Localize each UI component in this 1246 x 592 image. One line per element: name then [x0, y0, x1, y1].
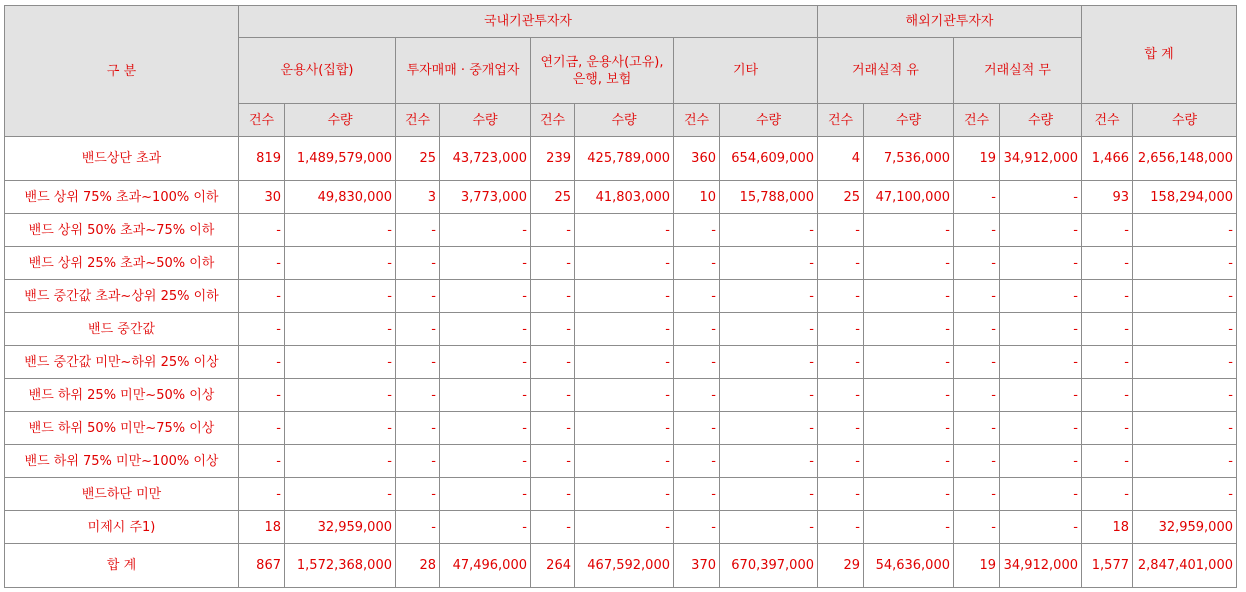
quantity-cell: - [1000, 412, 1082, 445]
table-row [5, 511, 1237, 544]
quantity-cell: - [440, 511, 531, 544]
quantity-cell: 47,100,000 [864, 181, 954, 214]
table-row [5, 379, 1237, 412]
header-count: 건수 [954, 104, 1000, 137]
quantity-cell: - [1133, 313, 1237, 346]
table-row [5, 313, 1237, 346]
count-cell: - [674, 478, 720, 511]
quantity-cell: - [864, 214, 954, 247]
count-cell: - [396, 478, 440, 511]
quantity-cell: 54,636,000 [864, 544, 954, 588]
quantity-cell: - [864, 478, 954, 511]
count-cell: - [239, 313, 285, 346]
quantity-cell: - [285, 346, 396, 379]
count-cell: 18 [1082, 511, 1133, 544]
quantity-cell: - [864, 247, 954, 280]
count-cell: - [396, 280, 440, 313]
count-cell: - [954, 478, 1000, 511]
count-cell: 28 [396, 544, 440, 588]
count-cell: - [239, 280, 285, 313]
count-cell: - [396, 214, 440, 247]
count-cell: - [674, 346, 720, 379]
quantity-cell: - [575, 412, 674, 445]
count-cell: - [396, 346, 440, 379]
quantity-cell: 43,723,000 [440, 137, 531, 181]
row-label: 밴드 하위 75% 미만~100% 이상 [5, 445, 239, 478]
quantity-cell: - [864, 445, 954, 478]
quantity-cell: - [575, 478, 674, 511]
quantity-cell: 49,830,000 [285, 181, 396, 214]
quantity-cell: - [1133, 478, 1237, 511]
count-cell: 93 [1082, 181, 1133, 214]
count-cell: - [954, 214, 1000, 247]
quantity-cell: - [575, 511, 674, 544]
quantity-cell: - [864, 280, 954, 313]
quantity-cell: - [285, 313, 396, 346]
header-count: 건수 [674, 104, 720, 137]
quantity-cell: - [440, 379, 531, 412]
count-cell: - [954, 346, 1000, 379]
count-cell: 19 [954, 137, 1000, 181]
count-cell: - [818, 445, 864, 478]
quantity-cell: - [1000, 214, 1082, 247]
quantity-cell: - [864, 346, 954, 379]
count-cell: - [531, 412, 575, 445]
count-cell: - [954, 247, 1000, 280]
row-label: 밴드하단 미만 [5, 478, 239, 511]
header-count: 건수 [531, 104, 575, 137]
count-cell: 264 [531, 544, 575, 588]
count-cell: - [954, 511, 1000, 544]
count-cell: - [1082, 346, 1133, 379]
quantity-cell: - [440, 214, 531, 247]
quantity-cell: - [285, 280, 396, 313]
quantity-cell: 7,536,000 [864, 137, 954, 181]
header-count: 건수 [396, 104, 440, 137]
count-cell: - [1082, 379, 1133, 412]
quantity-cell: - [720, 478, 818, 511]
quantity-cell: - [864, 379, 954, 412]
quantity-cell: - [440, 313, 531, 346]
count-cell: - [239, 346, 285, 379]
count-cell: - [818, 346, 864, 379]
count-cell: - [531, 478, 575, 511]
quantity-cell: - [720, 280, 818, 313]
count-cell: 867 [239, 544, 285, 588]
row-label: 밴드 상위 50% 초과~75% 이하 [5, 214, 239, 247]
quantity-cell: 425,789,000 [575, 137, 674, 181]
quantity-cell: - [575, 214, 674, 247]
quantity-cell: - [575, 313, 674, 346]
header-quantity: 수량 [864, 104, 954, 137]
row-label: 밴드 상위 75% 초과~100% 이하 [5, 181, 239, 214]
count-cell: - [818, 478, 864, 511]
count-cell: - [674, 313, 720, 346]
count-cell: - [1082, 445, 1133, 478]
count-cell: - [239, 214, 285, 247]
quantity-cell: - [720, 379, 818, 412]
quantity-cell: - [440, 412, 531, 445]
count-cell: - [396, 445, 440, 478]
header-count: 건수 [239, 104, 285, 137]
count-cell: - [531, 379, 575, 412]
quantity-cell: - [1133, 445, 1237, 478]
quantity-cell: - [440, 247, 531, 280]
count-cell: - [674, 214, 720, 247]
quantity-cell: - [1000, 445, 1082, 478]
quantity-cell: - [720, 247, 818, 280]
count-cell: - [818, 313, 864, 346]
count-cell: - [239, 445, 285, 478]
table-row [5, 247, 1237, 280]
count-cell: 819 [239, 137, 285, 181]
quantity-cell: - [1000, 379, 1082, 412]
quantity-cell: 158,294,000 [1133, 181, 1237, 214]
count-cell: 360 [674, 137, 720, 181]
row-label: 밴드 중간값 미만~하위 25% 이상 [5, 346, 239, 379]
count-cell: 4 [818, 137, 864, 181]
count-cell: - [1082, 478, 1133, 511]
count-cell: - [1082, 247, 1133, 280]
count-cell: 25 [531, 181, 575, 214]
quantity-cell: - [1000, 478, 1082, 511]
table-row [5, 544, 1237, 588]
quantity-cell: 2,847,401,000 [1133, 544, 1237, 588]
count-cell: 30 [239, 181, 285, 214]
quantity-cell: - [1133, 379, 1237, 412]
row-label: 밴드 하위 25% 미만~50% 이상 [5, 379, 239, 412]
count-cell: - [674, 412, 720, 445]
count-cell: - [531, 511, 575, 544]
count-cell: - [531, 280, 575, 313]
quantity-cell: - [1000, 313, 1082, 346]
count-cell: 3 [396, 181, 440, 214]
quantity-cell: - [720, 511, 818, 544]
quantity-cell: - [285, 214, 396, 247]
count-cell: - [239, 379, 285, 412]
header-quantity: 수량 [285, 104, 396, 137]
count-cell: - [674, 379, 720, 412]
quantity-cell: - [1000, 511, 1082, 544]
header-count: 건수 [1082, 104, 1133, 137]
table-row [5, 181, 1237, 214]
count-cell: 29 [818, 544, 864, 588]
quantity-cell: - [720, 313, 818, 346]
quantity-cell: - [575, 346, 674, 379]
quantity-cell: 1,489,579,000 [285, 137, 396, 181]
count-cell: - [674, 280, 720, 313]
quantity-cell: - [440, 478, 531, 511]
table-row [5, 412, 1237, 445]
count-cell: - [954, 445, 1000, 478]
table-body [5, 137, 1237, 588]
header-foreign: 해외기관투자자 [818, 6, 1082, 38]
quantity-cell: - [285, 412, 396, 445]
row-label: 밴드상단 초과 [5, 137, 239, 181]
quantity-cell: - [1000, 247, 1082, 280]
quantity-cell: 34,912,000 [1000, 544, 1082, 588]
count-cell: 370 [674, 544, 720, 588]
header-domestic: 국내기관투자자 [239, 6, 818, 38]
count-cell: - [1082, 412, 1133, 445]
count-cell: - [818, 379, 864, 412]
demand-forecast-table [4, 5, 1237, 588]
quantity-cell: - [1000, 181, 1082, 214]
quantity-cell: - [864, 412, 954, 445]
quantity-cell: - [864, 511, 954, 544]
quantity-cell: 34,912,000 [1000, 137, 1082, 181]
table-row [5, 137, 1237, 181]
count-cell: 10 [674, 181, 720, 214]
quantity-cell: - [1133, 247, 1237, 280]
table-row [5, 478, 1237, 511]
quantity-cell: - [720, 445, 818, 478]
row-label: 밴드 중간값 초과~상위 25% 이하 [5, 280, 239, 313]
count-cell: - [396, 313, 440, 346]
header-sub-broker: 투자매매 · 중개업자 [396, 38, 531, 104]
count-cell: 1,466 [1082, 137, 1133, 181]
header-sub-without-record: 거래실적 무 [954, 38, 1082, 104]
count-cell: - [954, 313, 1000, 346]
count-cell: - [954, 379, 1000, 412]
quantity-cell: - [440, 280, 531, 313]
quantity-cell: - [575, 280, 674, 313]
count-cell: - [531, 247, 575, 280]
count-cell: - [818, 214, 864, 247]
count-cell: 18 [239, 511, 285, 544]
quantity-cell: 15,788,000 [720, 181, 818, 214]
quantity-cell: 654,609,000 [720, 137, 818, 181]
count-cell: - [239, 247, 285, 280]
count-cell: - [1082, 280, 1133, 313]
count-cell: - [396, 511, 440, 544]
header-quantity: 수량 [1000, 104, 1082, 137]
count-cell: 1,577 [1082, 544, 1133, 588]
row-label: 밴드 상위 25% 초과~50% 이하 [5, 247, 239, 280]
count-cell: - [818, 280, 864, 313]
count-cell: - [674, 445, 720, 478]
table-row [5, 280, 1237, 313]
count-cell: - [531, 346, 575, 379]
quantity-cell: - [575, 247, 674, 280]
quantity-cell: 32,959,000 [1133, 511, 1237, 544]
quantity-cell: - [1000, 280, 1082, 313]
quantity-cell: 47,496,000 [440, 544, 531, 588]
count-cell: - [531, 445, 575, 478]
quantity-cell: 670,397,000 [720, 544, 818, 588]
count-cell: - [396, 247, 440, 280]
quantity-cell: 467,592,000 [575, 544, 674, 588]
table-row [5, 445, 1237, 478]
header-count: 건수 [818, 104, 864, 137]
count-cell: - [531, 214, 575, 247]
header-sub-with-record: 거래실적 유 [818, 38, 954, 104]
count-cell: - [818, 511, 864, 544]
quantity-cell: - [1133, 346, 1237, 379]
count-cell: - [954, 181, 1000, 214]
quantity-cell: 3,773,000 [440, 181, 531, 214]
row-label: 미제시 주1) [5, 511, 239, 544]
count-cell: - [954, 280, 1000, 313]
header-quantity: 수량 [440, 104, 531, 137]
quantity-cell: - [1133, 280, 1237, 313]
row-label: 합 계 [5, 544, 239, 588]
header-sub-other: 기타 [674, 38, 818, 104]
header-sub-asset-manager: 운용사(집합) [239, 38, 396, 104]
count-cell: - [1082, 214, 1133, 247]
header-quantity: 수량 [1133, 104, 1237, 137]
quantity-cell: 1,572,368,000 [285, 544, 396, 588]
count-cell: - [531, 313, 575, 346]
count-cell: 25 [818, 181, 864, 214]
count-cell: - [396, 379, 440, 412]
quantity-cell: - [285, 445, 396, 478]
quantity-cell: - [285, 478, 396, 511]
quantity-cell: 32,959,000 [285, 511, 396, 544]
count-cell: - [1082, 313, 1133, 346]
quantity-cell: - [1133, 412, 1237, 445]
quantity-cell: - [575, 445, 674, 478]
header-total: 합 계 [1082, 6, 1237, 104]
quantity-cell: - [285, 379, 396, 412]
header-category: 구 분 [5, 6, 239, 137]
count-cell: 19 [954, 544, 1000, 588]
quantity-cell: - [440, 346, 531, 379]
row-label: 밴드 중간값 [5, 313, 239, 346]
quantity-cell: - [1000, 346, 1082, 379]
quantity-cell: - [720, 346, 818, 379]
quantity-cell: - [440, 445, 531, 478]
count-cell: - [954, 412, 1000, 445]
count-cell: - [818, 412, 864, 445]
quantity-cell: 41,803,000 [575, 181, 674, 214]
quantity-cell: - [720, 412, 818, 445]
count-cell: - [818, 247, 864, 280]
header-sub-pension: 연기금, 운용사(고유), 은행, 보험 [531, 38, 674, 104]
count-cell: 25 [396, 137, 440, 181]
table-row [5, 214, 1237, 247]
quantity-cell: - [1133, 214, 1237, 247]
quantity-cell: - [285, 247, 396, 280]
count-cell: - [674, 247, 720, 280]
count-cell: - [239, 412, 285, 445]
count-cell: 239 [531, 137, 575, 181]
count-cell: - [396, 412, 440, 445]
header-quantity: 수량 [575, 104, 674, 137]
quantity-cell: - [720, 214, 818, 247]
table-row [5, 346, 1237, 379]
quantity-cell: 2,656,148,000 [1133, 137, 1237, 181]
row-label: 밴드 하위 50% 미만~75% 이상 [5, 412, 239, 445]
count-cell: - [239, 478, 285, 511]
quantity-cell: - [864, 313, 954, 346]
header-quantity: 수량 [720, 104, 818, 137]
count-cell: - [674, 511, 720, 544]
quantity-cell: - [575, 379, 674, 412]
